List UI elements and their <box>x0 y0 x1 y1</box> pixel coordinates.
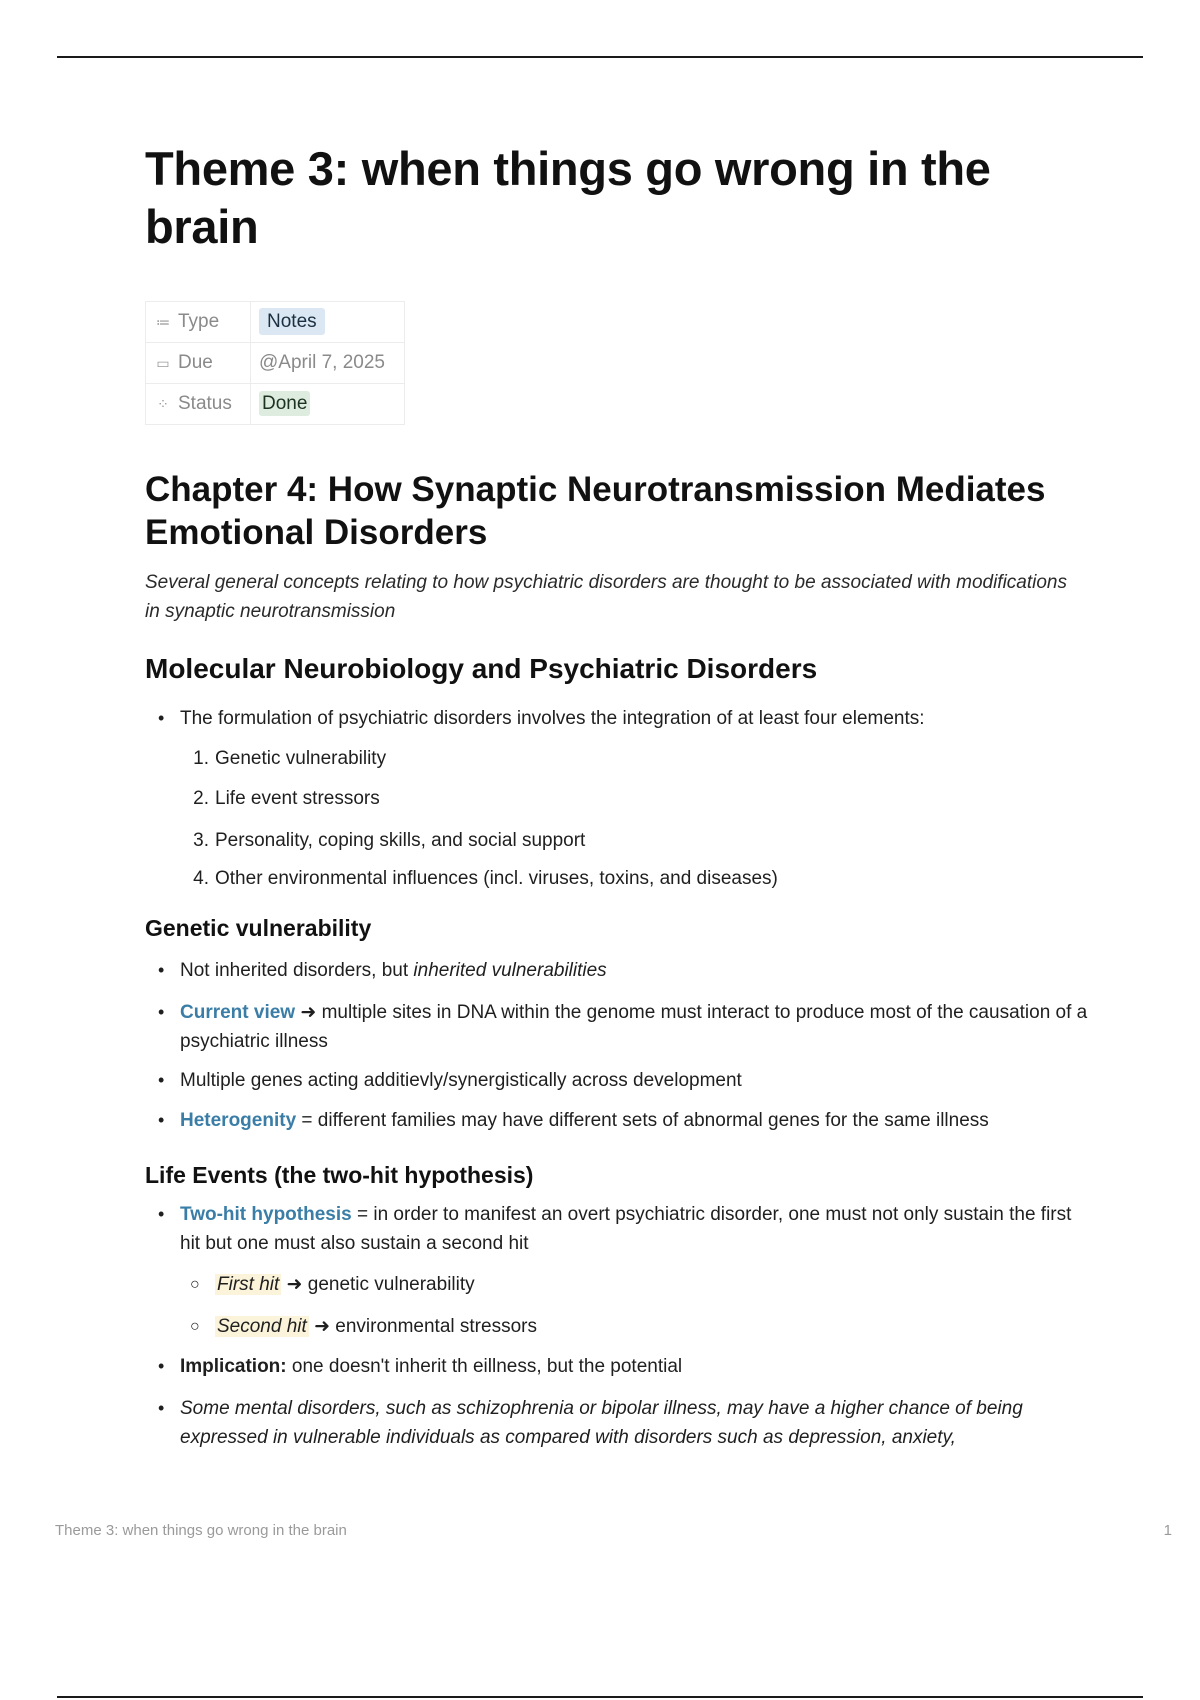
term-current-view: Current view <box>180 1002 296 1023</box>
section-heading-life-events: Life Events (the two-hit hypothesis) <box>145 1162 534 1188</box>
chapter-heading: Chapter 4: How Synaptic Neurotransmission Mediates Emotional Disorders <box>145 470 1046 552</box>
section-heading-genetic: Genetic vulnerability <box>145 915 372 941</box>
property-type-row <box>146 302 405 343</box>
calendar-icon: ▭ <box>156 355 170 371</box>
type-tag[interactable]: Notes <box>259 308 325 335</box>
page-title: Theme 3: when things go wrong in the brain <box>145 142 991 253</box>
list-icon: ≔ <box>156 314 170 330</box>
property-status-row <box>146 384 405 425</box>
properties-table <box>145 301 405 425</box>
property-due-row <box>146 343 405 384</box>
first-hit-highlight: First hit <box>217 1274 280 1295</box>
property-type-label: Type <box>178 311 220 332</box>
property-status-label: Status <box>178 393 232 414</box>
bottom-rule <box>57 1696 1143 1698</box>
page-number: 1 <box>1163 1522 1172 1539</box>
term-two-hit: Two-hit hypothesis <box>180 1204 352 1225</box>
status-icon: ⁘ <box>157 396 169 412</box>
section-heading-molecular: Molecular Neurobiology and Psychiatric Disorders <box>145 653 818 684</box>
due-date[interactable]: @April 7, 2025 <box>259 352 385 373</box>
footer-title: Theme 3: when things go wrong in the brain <box>55 1522 347 1539</box>
term-heterogenity: Heterogenity <box>180 1110 297 1131</box>
second-hit-highlight: Second hit <box>217 1316 307 1337</box>
property-due-label: Due <box>178 352 213 373</box>
top-rule <box>57 56 1143 58</box>
chapter-subtitle: Several general concepts relating to how psychiatric disorders are thought to be associated with modifications in synaptic neurotransmission <box>145 572 1068 622</box>
status-tag[interactable]: Done <box>259 391 310 416</box>
